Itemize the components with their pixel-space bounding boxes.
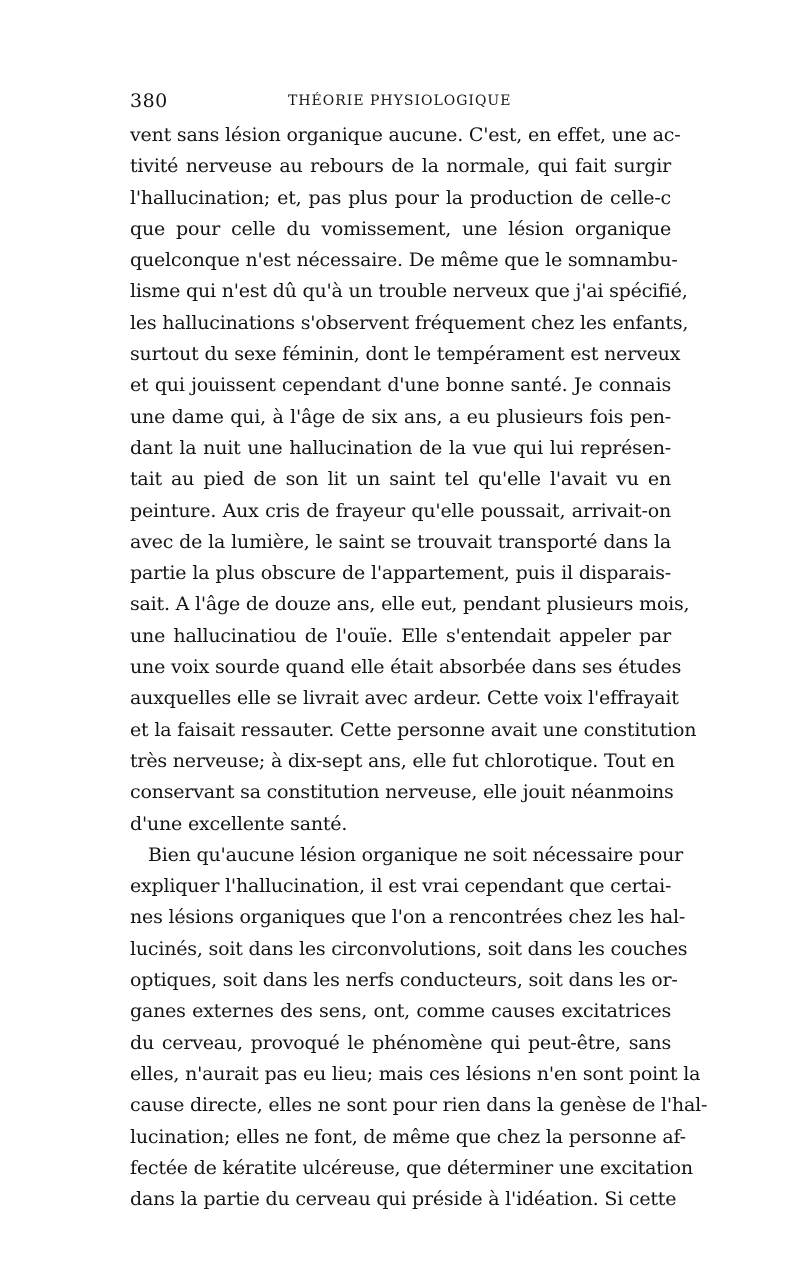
text-line: du cerveau, provoqué le phénomène qui peut-être, sans bbox=[130, 1031, 671, 1054]
text-line: avec de la lumière, le saint se trouvait transporté dans la bbox=[130, 530, 671, 553]
text-line: elles, n'aurait pas eu lieu; mais ces lésions n'en sont point la bbox=[130, 1062, 701, 1085]
text-line: fectée de kératite ulcéreuse, que déterminer une excitation bbox=[130, 1156, 693, 1179]
text-line: nes lésions organiques que l'on a rencontrées chez les hal- bbox=[130, 906, 686, 929]
page-number: 380 bbox=[130, 90, 168, 112]
text-line: l'hallucination; et, pas plus pour la production de celle-c bbox=[130, 186, 671, 209]
text-line: cause directe, elles ne sont pour rien dans la genèse de l'hal- bbox=[130, 1094, 708, 1117]
running-title: THÉORIE PHYSIOLOGIQUE bbox=[288, 93, 512, 109]
text-line: lucination; elles ne font, de même que chez la personne af- bbox=[130, 1125, 686, 1148]
text-line: une dame qui, à l'âge de six ans, a eu plusieurs fois pen- bbox=[130, 405, 671, 428]
text-line: dant la nuit une hallucination de la vue qui lui représen- bbox=[130, 436, 671, 459]
text-line: auxquelles elle se livrait avec ardeur. Cette voix l'effrayait bbox=[130, 687, 679, 710]
text-line: une hallucinatiou de l'ouïe. Elle s'entendait appeler par bbox=[130, 624, 671, 647]
text-line: peinture. Aux cris de frayeur qu'elle poussait, arrivait-on bbox=[130, 499, 671, 522]
text-line: surtout du sexe féminin, dont le tempérament est nerveux bbox=[130, 343, 681, 366]
text-line: tait au pied de son lit un saint tel qu'elle l'avait vu en bbox=[130, 468, 671, 491]
text-line: lisme qui n'est dû qu'à un trouble nerveux que j'ai spécifié, bbox=[130, 280, 688, 303]
text-line: conservant sa constitution nerveuse, elle jouit néanmoins bbox=[130, 781, 674, 804]
text-line: et qui jouissent cependant d'une bonne santé. Je connais bbox=[130, 374, 671, 397]
text-line: ganes externes des sens, ont, comme causes excitatrices bbox=[130, 1000, 671, 1023]
text-line: tivité nerveuse au rebours de la normale, qui fait surgir bbox=[130, 155, 671, 178]
text-line: d'une excellente santé. bbox=[130, 812, 348, 835]
text-line: optiques, soit dans les nerfs conducteurs, soit dans les or- bbox=[130, 969, 678, 992]
text-line: partie la plus obscure de l'appartement, puis il disparais- bbox=[130, 562, 671, 585]
text-line: sait. A l'âge de douze ans, elle eut, pendant plusieurs mois, bbox=[130, 593, 690, 616]
running-head bbox=[130, 90, 671, 120]
text-line: quelconque n'est nécessaire. De même que le somnambu- bbox=[130, 249, 678, 272]
paragraph-2 bbox=[130, 840, 708, 1216]
body-text bbox=[130, 120, 708, 1215]
text-line: vent sans lésion organique aucune. C'est, en effet, une ac- bbox=[130, 124, 681, 146]
text-line: une voix sourde quand elle était absorbée dans ses études bbox=[130, 656, 682, 679]
text-line: expliquer l'hallucination, il est vrai cependant que certai- bbox=[130, 875, 672, 898]
text-line: lucinés, soit dans les circonvolutions, soit dans les couches bbox=[130, 937, 688, 960]
paragraph-1 bbox=[130, 120, 697, 840]
text-line: dans la partie du cerveau qui préside à l'idéation. Si cette bbox=[130, 1188, 677, 1211]
text-line: Bien qu'aucune lésion organique ne soit nécessaire pour bbox=[148, 843, 684, 866]
text-line: très nerveuse; à dix-sept ans, elle fut chlorotique. Tout en bbox=[130, 749, 675, 772]
text-line: que pour celle du vomissement, une lésion organique bbox=[130, 217, 671, 240]
text-line: et la faisait ressauter. Cette personne avait une constitution bbox=[130, 718, 697, 741]
book-page bbox=[130, 90, 708, 1215]
text-line: les hallucinations s'observent fréquement chez les enfants, bbox=[130, 311, 689, 334]
